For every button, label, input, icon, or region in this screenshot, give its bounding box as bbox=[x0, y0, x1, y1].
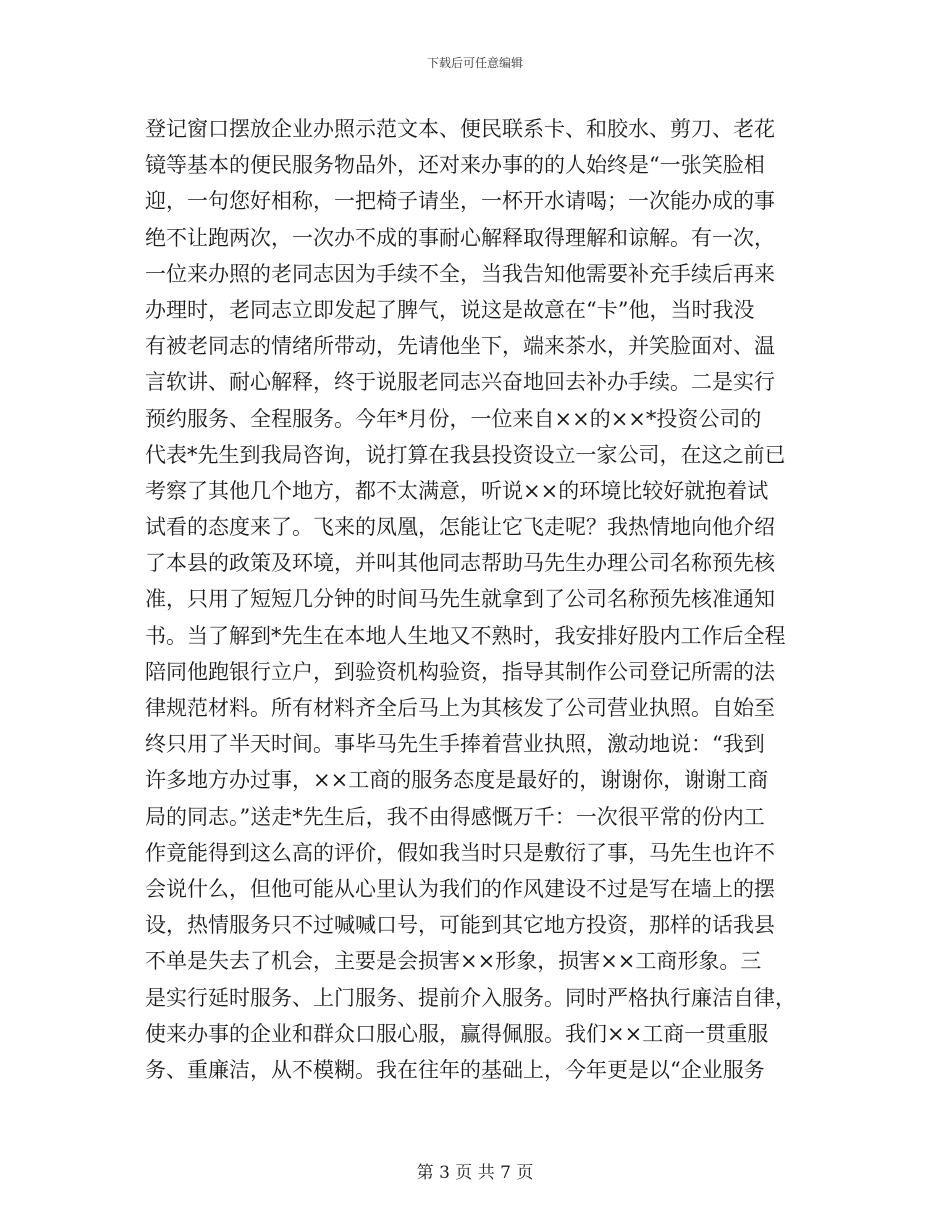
page-header: 下载后可任意编辑 bbox=[426, 56, 523, 70]
text-line: 会说什么，但他可能从心里认为我们的作风建设不过是写在墙上的摆 bbox=[145, 876, 775, 901]
text-line: 迎，一句您好相称，一把椅子请坐，一杯开水请喝；一次能办成的事 bbox=[145, 189, 775, 214]
text-line: 是实行延时服务、上门服务、提前介入服务。同时严格执行廉洁自律， bbox=[145, 985, 796, 1010]
text-line: 不单是失去了机会，主要是会损害××形象，损害××工商形象。三 bbox=[145, 949, 762, 974]
text-line: 书。当了解到*先生在本地人生地又不熟时，我安排好股内工作后全程 bbox=[145, 623, 786, 648]
text-line: 律规范材料。所有材料齐全后马上为其核发了公司营业执照。自始至 bbox=[145, 696, 775, 720]
body-text bbox=[145, 111, 805, 1088]
text-line: 局的同志。”送走*先生后，我不由得感慨万千：一次很平常的份内工 bbox=[145, 804, 765, 829]
page-number: 第 3 页 共 7 页 bbox=[416, 1163, 534, 1183]
text-line: 言软讲、耐心解释，终于说服老同志兴奋地回去补办手续。二是实行 bbox=[145, 370, 775, 395]
text-line: 办理时，老同志立即发起了脾气，说这是故意在“卡”他，当时我没 bbox=[145, 297, 755, 322]
text-line: 作竟能得到这么高的评价，假如我当时只是敷衍了事，马先生也许不 bbox=[145, 840, 775, 865]
text-line: 务、重廉洁，从不模糊。我在往年的基础上，今年更是以“企业服务 bbox=[145, 1057, 765, 1082]
text-line: 陪同他跑银行立户，到验资机构验资，指导其制作公司登记所需的法 bbox=[145, 659, 775, 684]
text-line: 登记窗口摆放企业办照示范文本、便民联系卡、和胶水、剪刀、老花 bbox=[145, 117, 775, 141]
text-line: 了本县的政策及环境，并叫其他同志帮助马先生办理公司名称预先核 bbox=[145, 551, 775, 576]
text-line: 代表*先生到我局咨询，说打算在我县投资设立一家公司，在这之前已 bbox=[145, 442, 786, 467]
text-line: 终只用了半天时间。事毕马先生手捧着营业执照，激动地说：“我到 bbox=[145, 732, 765, 757]
text-line: 使来办事的企业和群众口服心服，赢得佩服。我们××工商一贯重服 bbox=[145, 1021, 769, 1046]
text-line: 设，热情服务只不过喊喊口号，可能到其它地方投资，那样的话我县 bbox=[145, 913, 775, 938]
text-line: 试看的态度来了。飞来的凤凰，怎能让它飞走呢？我热情地向他介绍 bbox=[145, 515, 775, 540]
text-line: 预约服务、全程服务。今年*月份，一位来自××的××*投资公司的 bbox=[145, 406, 762, 431]
text-line: 许多地方办过事，××工商的服务态度是最好的，谢谢你，谢谢工商 bbox=[145, 768, 769, 793]
text-line: 一位来办照的老同志因为手续不全，当我告知他需要补充手续后再来 bbox=[145, 261, 775, 286]
text-line: 绝不让跑两次，一次办不成的事耐心解释取得理解和谅解。有一次， bbox=[145, 225, 775, 250]
text-line: 镜等基本的便民服务物品外，还对来办事的的人始终是“一张笑脸相 bbox=[145, 153, 765, 178]
text-line: 准，只用了短短几分钟的时间马先生就拿到了公司名称预先核准通知 bbox=[145, 587, 775, 612]
text-line: 有被老同志的情绪所带动，先请他坐下，端来茶水，并笑脸面对、温 bbox=[145, 334, 775, 359]
text-line: 考察了其他几个地方，都不太满意，听说××的环境比较好就抱着试 bbox=[145, 478, 769, 503]
